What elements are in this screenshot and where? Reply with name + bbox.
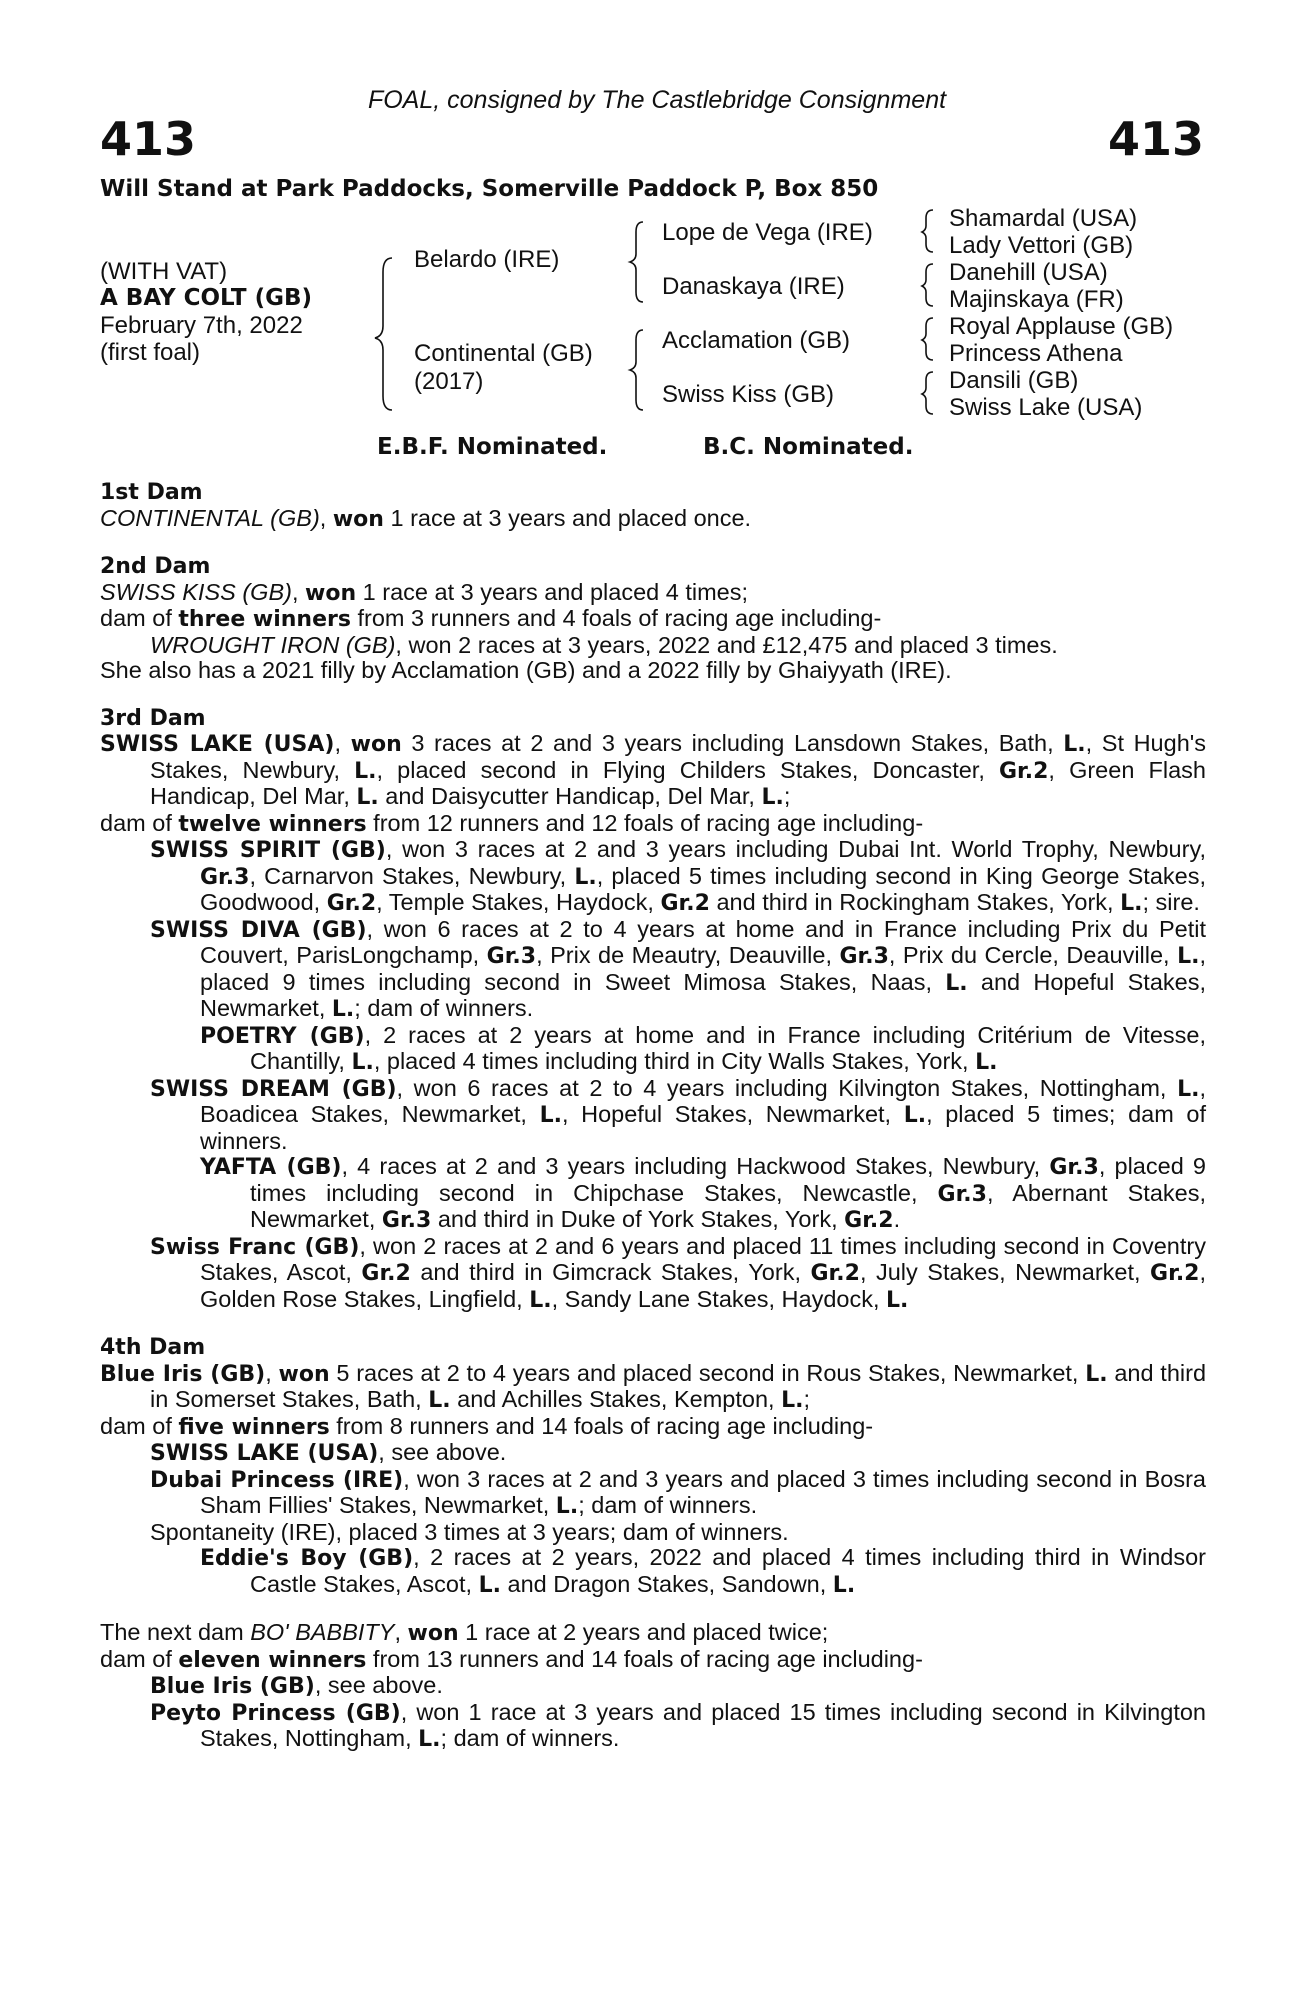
third-dam-produce: dam of twelve winners from 12 runners and 12 foals of racing age including- bbox=[100, 809, 924, 837]
progeny-poetry: POETRY (GB), 2 races at 2 years at home and in France including Critérium de Vitesse, Chantilly, L., placed 4 times including third in City Walls Stakes, York, L. bbox=[200, 1021, 1206, 1075]
bc-nomination: B.C. Nominated. bbox=[703, 434, 914, 460]
second-dam-produce: dam of three winners from 3 runners and 4 foals of racing age including- bbox=[100, 605, 882, 632]
sire-name: Belardo (IRE) bbox=[414, 246, 560, 273]
first-dam-paragraph: CONTINENTAL (GB), won 1 race at 3 years and placed once. bbox=[100, 504, 752, 532]
ggs-1: Shamardal (USA) bbox=[949, 205, 1138, 232]
progeny-swiss-franc: Swiss Franc (GB), won 2 races at 2 and 6 years and placed 11 times including second in Coventry Stakes, Ascot, Gr.2 and third in Gimcrack Stakes, York, Gr.2, July Stakes, Newmarket, Gr.2, Golden Rose Stakes, Lingfield, L., Sandy Lane Stakes, Haydock, L. bbox=[150, 1232, 1207, 1313]
progeny-swiss-spirit: SWISS SPIRIT (GB), won 3 races at 2 and 3 years including Dubai Int. World Trophy, Newbury, Gr.3, Carnarvon Stakes, Newbury, L., placed 5 times including second in King George Stakes, Goodwood, Gr.2, Temple Stakes, Haydock, Gr.2 and third in Rockingham Stakes, York, L.; sire. bbox=[150, 836, 1207, 916]
ebf-nomination: E.B.F. Nominated. bbox=[377, 434, 608, 460]
dam-sire: Acclamation (GB) bbox=[662, 327, 851, 354]
vat-note: (WITH VAT) bbox=[100, 258, 228, 285]
consignor-line: FOAL, consigned by The Castlebridge Consignment bbox=[367, 86, 947, 114]
sire-sire: Lope de Vega (IRE) bbox=[662, 219, 873, 246]
progeny-peyto-princess: Peyto Princess (GB), won 1 race at 3 years and placed 15 times including second in Kilvington Stakes, Nottingham, L.; dam of winners. bbox=[150, 1698, 1206, 1752]
second-dam-progeny-1: WROUGHT IRON (GB), won 2 races at 3 years, 2022 and £12,475 and placed 3 times. bbox=[150, 631, 1058, 658]
ggs-5: Royal Applause (GB) bbox=[949, 313, 1174, 340]
progeny-blue-iris: Blue Iris (GB), see above. bbox=[150, 1672, 443, 1699]
dam-dam: Swiss Kiss (GB) bbox=[662, 381, 835, 408]
ggs-4: Majinskaya (FR) bbox=[949, 286, 1124, 313]
sire-dam: Danaskaya (IRE) bbox=[662, 273, 845, 300]
progeny-dubai-princess: Dubai Princess (IRE), won 3 races at 2 and 3 years and placed 3 times including second in Bosra Sham Fillies' Stakes, Newmarket, L.; dam of winners. bbox=[150, 1465, 1206, 1519]
progeny-spontaneity: Spontaneity (IRE), placed 3 times at 3 years; dam of winners. bbox=[150, 1518, 789, 1545]
fourth-dam-paragraph: Blue Iris (GB), won 5 races at 2 to 4 years and placed second in Rous Stakes, Newmarket, L. and third in Somerset Stakes, Bath, L. and Achilles Stakes, Kempton, L.; bbox=[100, 1359, 1207, 1413]
foaling-date: February 7th, 2022 bbox=[100, 312, 303, 339]
ggs-8: Swiss Lake (USA) bbox=[949, 394, 1143, 421]
progeny-swiss-lake: SWISS LAKE (USA), see above. bbox=[150, 1439, 507, 1466]
next-dam-produce: dam of eleven winners from 13 runners and 14 foals of racing age including- bbox=[100, 1645, 923, 1673]
progeny-swiss-diva: SWISS DIVA (GB), won 6 races at 2 to 4 years at home and in France including Prix du Petit Couvert, ParisLongchamp, Gr.3, Prix de Meautry, Deauville, Gr.3, Prix du Cercle, Deauville, L., placed 9 times including second in Sweet Mimosa Stakes, Naas, L. and Hopeful Stakes, Newmarket, L.; dam of winners. bbox=[150, 915, 1207, 1022]
dam-name: Continental (GB) bbox=[414, 340, 593, 367]
third-dam-heading: 3rd Dam bbox=[100, 705, 206, 731]
catalogue-body bbox=[100, 480, 1206, 1753]
progeny-swiss-dream: SWISS DREAM (GB), won 6 races at 2 to 4 years including Kilvington Stakes, Nottingham, L., Boadicea Stakes, Newmarket, L., Hopeful Stakes, Newmarket, L., placed 5 times; dam of winners. bbox=[150, 1074, 1207, 1154]
stand-location: Will Stand at Park Paddocks, Somerville Paddock P, Box 850 bbox=[100, 176, 879, 202]
first-dam-heading: 1st Dam bbox=[100, 480, 203, 505]
ggs-7: Dansili (GB) bbox=[949, 367, 1079, 394]
progeny-yafta: YAFTA (GB), 4 races at 2 and 3 years including Hackwood Stakes, Newbury, Gr.3, placed 9 times including second in Chipchase Stakes, Newcastle, Gr.3, Abernant Stakes, Newmarket, Gr.3 and third in Duke of York Stakes, York, Gr.2. bbox=[200, 1153, 1207, 1233]
lot-number-right: 413 bbox=[1107, 112, 1204, 166]
lot-number-left: 413 bbox=[100, 112, 197, 166]
second-dam-heading: 2nd Dam bbox=[100, 554, 211, 579]
next-dam-paragraph: The next dam BO' BABBITY, won 1 race at 2 years and placed twice; bbox=[100, 1619, 829, 1646]
ggs-2: Lady Vettori (GB) bbox=[949, 232, 1134, 259]
dam-year: (2017) bbox=[414, 368, 484, 395]
foal-note: (first foal) bbox=[100, 339, 201, 366]
second-dam-paragraph: SWISS KISS (GB), won 1 race at 3 years and placed 4 times; bbox=[100, 578, 749, 606]
second-dam-also: She also has a 2021 filly by Acclamation (GB) and a 2022 filly by Ghaiyyath (IRE). bbox=[100, 657, 952, 683]
horse-name: A BAY COLT (GB) bbox=[100, 285, 313, 311]
fourth-dam-produce: dam of five winners from 8 runners and 14 foals of racing age including- bbox=[100, 1412, 874, 1440]
ggs-6: Princess Athena bbox=[949, 340, 1123, 367]
third-dam-paragraph: SWISS LAKE (USA), won 3 races at 2 and 3 years including Lansdown Stakes, Bath, L., St Hugh's Stakes, Newbury, L., placed second in Flying Childers Stakes, Doncaster, Gr.2, Green Flash Handicap, Del Mar, L. and Daisycutter Handicap, Del Mar, L.; bbox=[100, 730, 1207, 810]
ggs-3: Danehill (USA) bbox=[949, 259, 1108, 286]
fourth-dam-heading: 4th Dam bbox=[100, 1335, 206, 1360]
progeny-eddies-boy: Eddie's Boy (GB), 2 races at 2 years, 2022 and placed 4 times including third in Windsor Castle Stakes, Ascot, L. and Dragon Stakes, Sandown, L. bbox=[200, 1544, 1207, 1598]
